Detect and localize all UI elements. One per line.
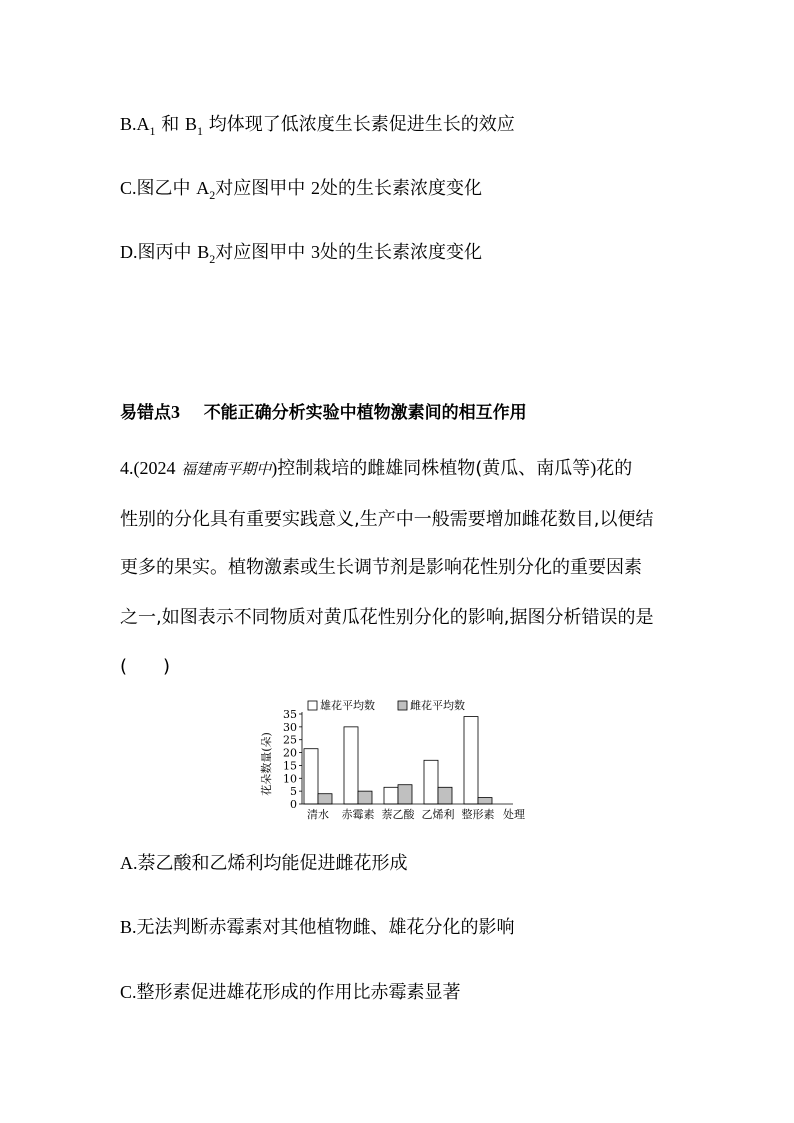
- option-c[interactable]: C.整形素促进雄花形成的作用比赤霉素显著: [120, 982, 461, 1003]
- y-tick-label: 15: [283, 759, 297, 773]
- x-tick-label: 萘乙酸: [381, 808, 415, 821]
- section-heading: 易错点3 不能正确分析实验中植物激素间的相互作用: [120, 402, 527, 423]
- option-c-prev: C.图乙中 $A_2$对应图甲中 2处的生长素浓度变化: [120, 178, 482, 202]
- bar-male-3: [424, 760, 438, 804]
- x-tick-label: 整形素: [461, 808, 495, 821]
- question-line-1: 4.(2024 福建南平期中)控制栽培的雌雄同株植物(黄瓜、南瓜等)花的: [120, 458, 633, 479]
- bar-female-2: [398, 785, 412, 804]
- y-tick-label: 0: [290, 798, 297, 811]
- bar-male-1: [344, 727, 358, 804]
- legend-label-female: 雌花平均数: [410, 699, 465, 712]
- option-b-prev: $B.A_1$ 和 $B_1$ 均体现了低浓度生长素促进生长的效应: [120, 114, 515, 138]
- legend-swatch-male: [308, 701, 317, 710]
- bar-male-2: [384, 787, 398, 804]
- x-tick-label: 赤霉素: [341, 808, 375, 821]
- x-axis-label: 处理: [503, 808, 525, 821]
- y-axis-label: 花朵数量(朵): [260, 732, 273, 796]
- y-tick-label: 20: [283, 746, 297, 760]
- y-tick-label: 10: [283, 772, 297, 786]
- bar-female-3: [438, 787, 452, 804]
- bar-female-1: [358, 791, 372, 804]
- legend-swatch-female: [398, 701, 407, 710]
- option-d-prev: D.图丙中 $B_2$对应图甲中 3处的生长素浓度变化: [120, 242, 482, 266]
- y-tick-label: 25: [283, 733, 297, 747]
- x-tick-label: 乙烯利: [421, 808, 455, 821]
- x-tick-label: 清水: [307, 808, 329, 821]
- flower-sex-bar-chart: [258, 692, 538, 827]
- bar-male-0: [304, 749, 318, 804]
- y-tick-label: 5: [290, 785, 297, 799]
- option-b[interactable]: B.无法判断赤霉素对其他植物雌、雄花分化的影响: [120, 917, 515, 938]
- question-line-2: 性别的分化具有重要实践意义,生产中一般需要增加雌花数目,以便结: [120, 509, 654, 530]
- answer-blank: ( ): [120, 656, 171, 677]
- bar-female-0: [318, 794, 332, 804]
- option-a[interactable]: A.萘乙酸和乙烯利均能促进雌花形成: [120, 853, 408, 874]
- question-line-3: 更多的果实。植物激素或生长调节剂是影响花性别分化的重要因素: [120, 557, 642, 578]
- bar-female-4: [478, 798, 492, 804]
- question-line-4: 之一,如图表示不同物质对黄瓜花性别分化的影响,据图分析错误的是: [120, 607, 654, 628]
- y-tick-label: 30: [283, 720, 297, 734]
- bar-male-4: [464, 717, 478, 804]
- chart-legend: [308, 698, 465, 712]
- y-tick-label: 35: [283, 708, 297, 721]
- legend-label-male: 雄花平均数: [320, 699, 375, 712]
- question-source: 福建南平期中: [181, 460, 272, 478]
